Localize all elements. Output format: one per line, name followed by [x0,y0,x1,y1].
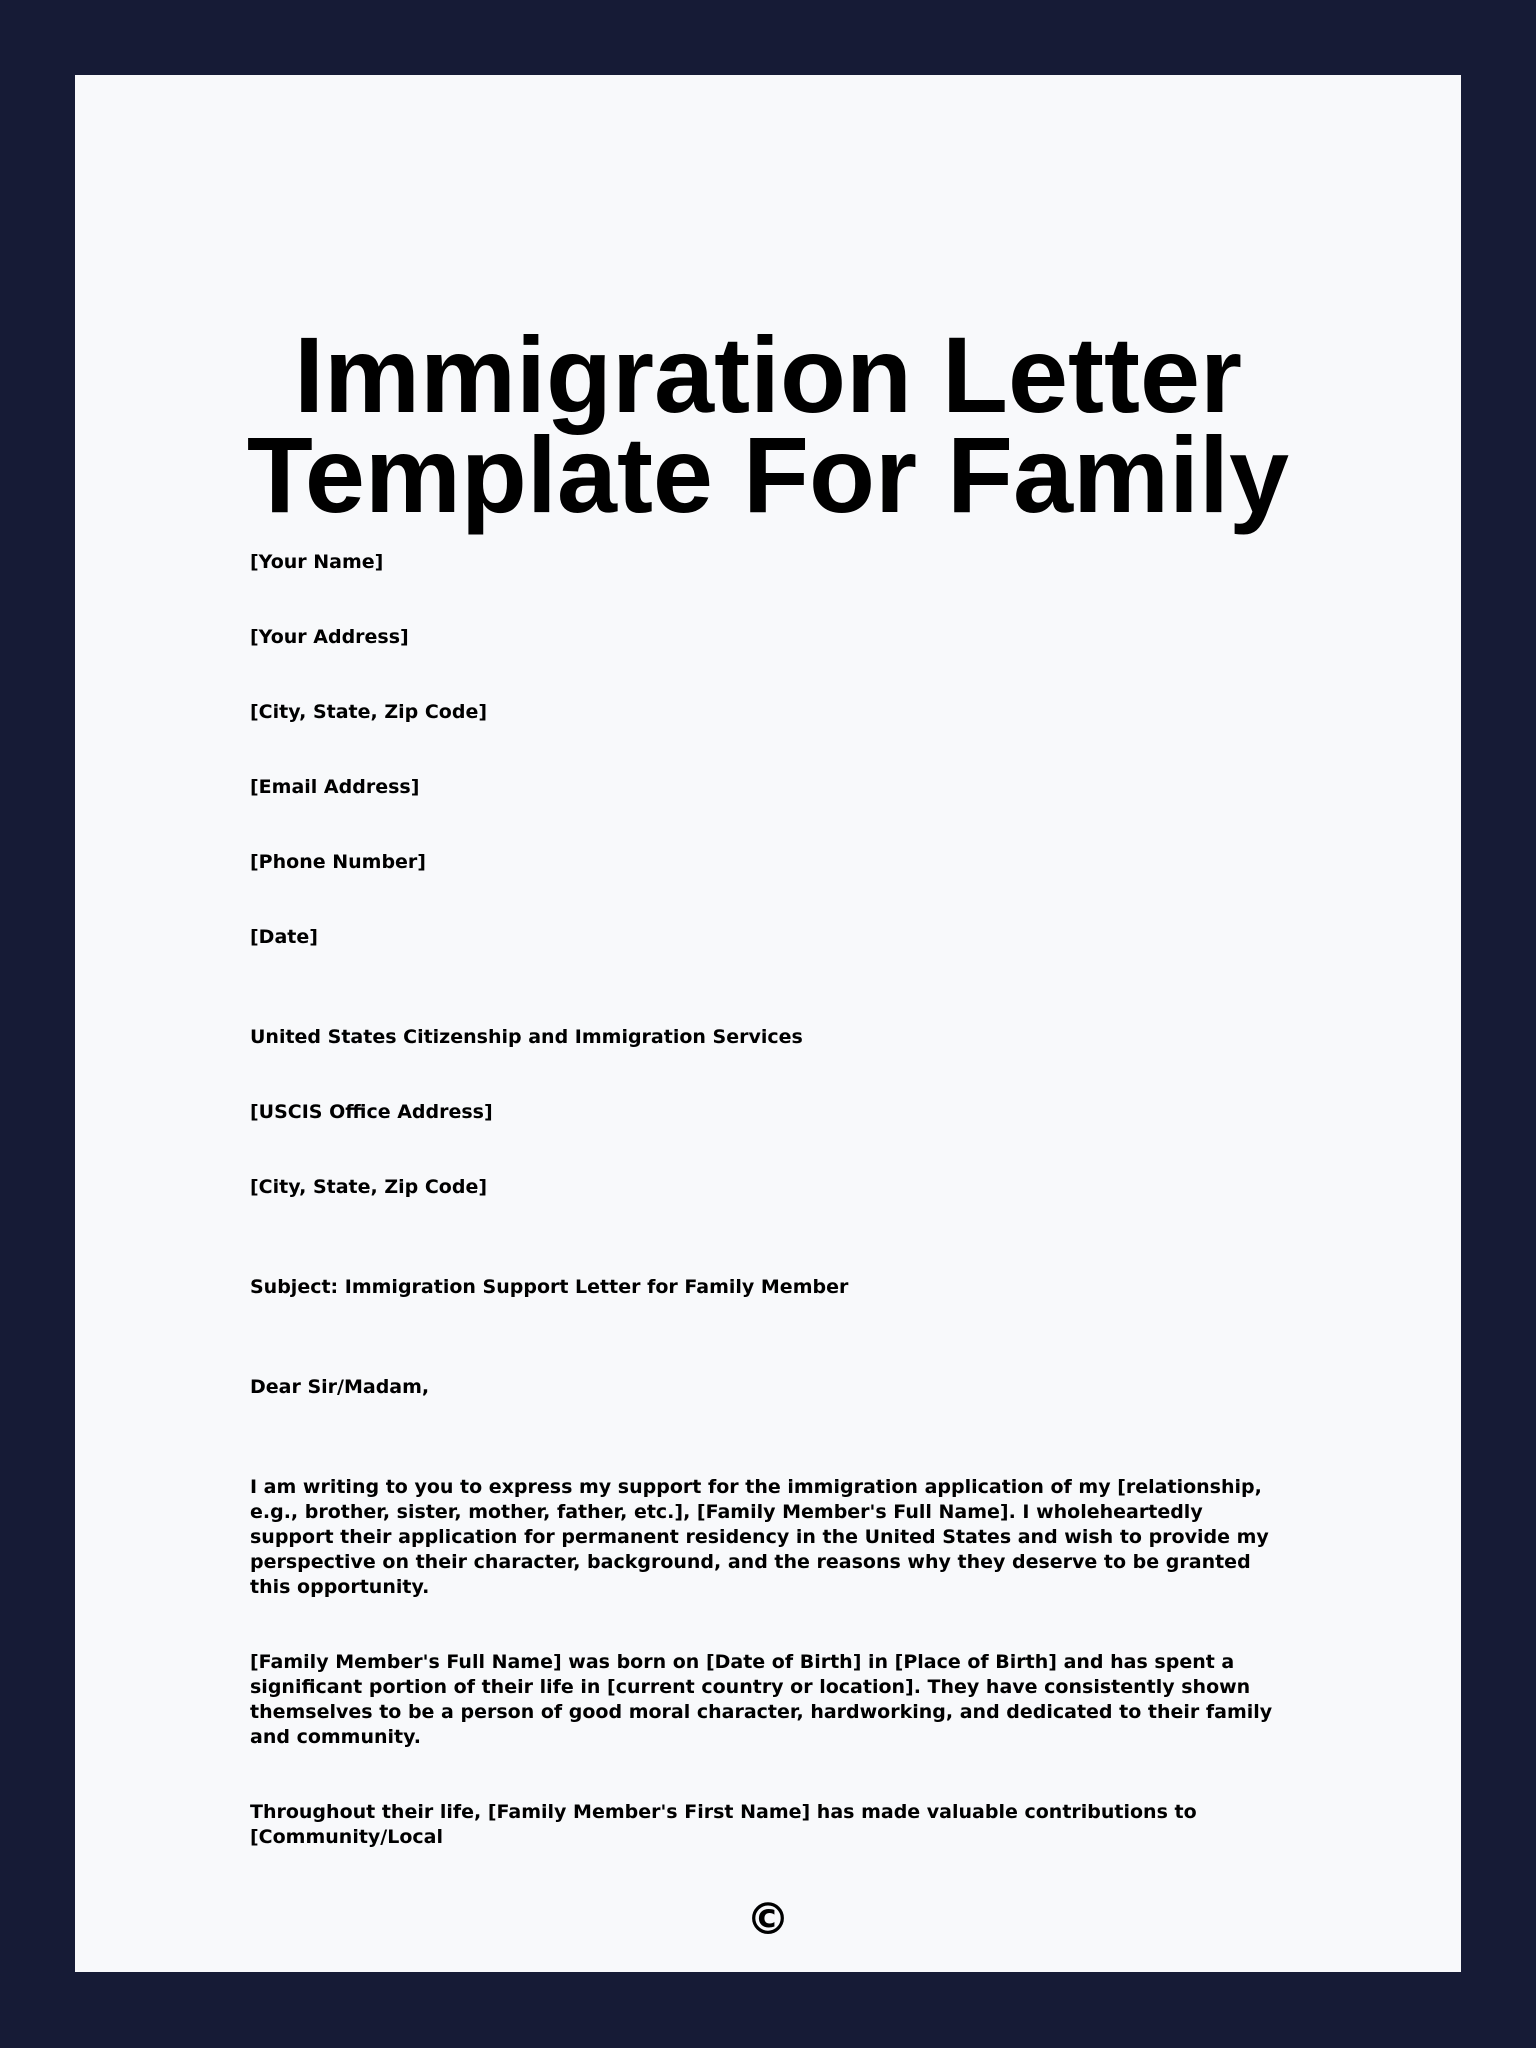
recipient-office-address: [USCIS Office Address] [250,1101,493,1123]
body-paragraph-2: [Family Member's Full Name] was born on [Date of Birth] in [Place of Birth] and has spent a significant portion of their life in [current country or location]. They have consistently shown themselves to be a person of good moral character, hardworking, and dedicated to their family and community. [250,1651,1273,1748]
letter-salutation: Dear Sir/Madam, [250,1376,430,1398]
sender-phone: [Phone Number] [250,851,426,873]
letter-date: [Date] [250,926,318,948]
body-paragraph-1: I am writing to you to express my support for the immigration application of my [relationship, e.g., brother, sister, mother, father, etc.], [Family Member's Full Name]. I wholeheartedly support their application for permanent residency in the United States and wish to provide my perspective on their character, background, and the reasons why they deserve to be granted this opportunity. [250,1476,1269,1598]
body-paragraph-3: Throughout their life, [Family Member's First Name] has made valuable contributions to [Community/Local [250,1801,1197,1848]
letter-subject: Subject: Immigration Support Letter for Family Member [250,1276,849,1298]
recipient-organization: United States Citizenship and Immigration Services [250,1026,803,1048]
page-title: Immigration Letter Template For Family [246,314,1290,535]
sender-email: [Email Address] [250,776,420,798]
copyright-icon: © [746,1894,790,1945]
sender-address: [Your Address] [250,626,409,648]
recipient-city-state-zip: [City, State, Zip Code] [250,1176,488,1198]
sender-name: [Your Name] [250,551,384,573]
sender-city-state-zip: [City, State, Zip Code] [250,701,488,723]
letter-page [75,75,1461,1972]
